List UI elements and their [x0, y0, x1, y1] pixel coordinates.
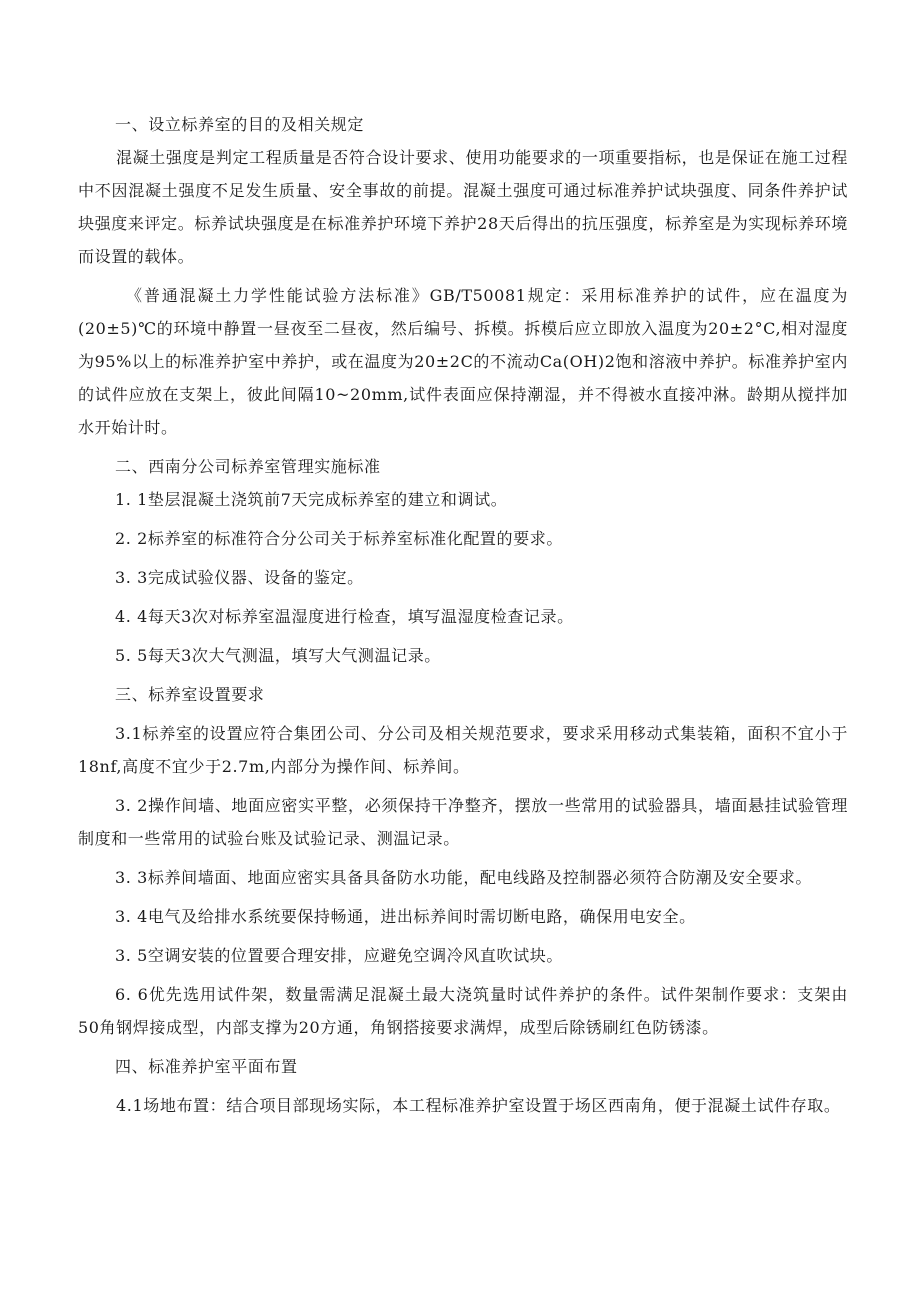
- section-3-item-5: 3. 5空调安装的位置要合理安排，应避免空调冷风直吹试块。: [115, 946, 563, 965]
- section-3-item-6: 6. 6优先选用试件架，数量需满足混凝土最大浇筑量时试件养护的条件。试件架制作要求：支架由50角钢焊接成型，内部支撑为20方通，角钢搭接要求满焊，成型后除锈刷红色防锈漆。: [78, 985, 848, 1037]
- section-2-item-3: 3. 3完成试验仪器、设备的鉴定。: [115, 568, 364, 587]
- section-3-item-2: 3. 2操作间墙、地面应密实平整，必须保持干净整齐，摆放一些常用的试验器具，墙面悬挂试验管理制度和一些常用的试验台账及试验记录、测温记录。: [78, 796, 848, 848]
- section-2-heading: 二、西南分公司标养室管理实施标准: [115, 457, 381, 476]
- section-2-item-5: 5. 5每天3次大气测温，填写大气测温记录。: [115, 646, 441, 665]
- section-2-item-4: 4. 4每天3次对标养室温湿度进行检查，填写温湿度检查记录。: [115, 607, 574, 626]
- section-3-item-3: 3. 3标养间墙面、地面应密实具备具备防水功能，配电线路及控制器必须符合防潮及安全要求。: [115, 868, 812, 887]
- section-4-paragraph-1: 4.1场地布置：结合项目部现场实际，本工程标准养护室设置于场区西南角，便于混凝土试件存取。: [116, 1096, 841, 1115]
- document-page: [78, 108, 848, 1122]
- section-3-item-4: 3. 4电气及给排水系统要保持畅通，进出标养间时需切断电路，确保用电安全。: [115, 907, 696, 926]
- section-1-heading: 一、设立标养室的目的及相关规定: [115, 115, 365, 134]
- section-1-paragraph-1: 混凝土强度是判定工程质量是否符合设计要求、使用功能要求的一项重要指标，也是保证在施工过程中不因混凝土强度不足发生质量、安全事故的前提。混凝土强度可通过标准养护试块强度、同条件养护试块强度来评定。标养试块强度是在标准养护环境下养护28天后得出的抗压强度，标养室是为实现标养环境而设置的载体。: [78, 148, 848, 266]
- section-2-item-1: 1. 1垫层混凝土浇筑前7天完成标养室的建立和调试。: [115, 490, 508, 509]
- section-1-paragraph-2: 《普通混凝土力学性能试验方法标准》GB/T50081规定：采用标准养护的试件，应在温度为(20±5)℃的环境中静置一昼夜至二昼夜，然后编号、拆模。拆模后应立即放入温度为20±2°C,相对湿度为95%以上的标准养护室中养护，或在温度为20±2C的不流动Ca(OH)2饱和溶液中养护。标准养护室内的试件应放在支架上，彼此间隔10~20mm,试件表面应保持潮湿，并不得被水直接冲淋。龄期从搅拌加水开始计时。: [78, 286, 848, 437]
- section-3-item-1: 3.1标养室的设置应符合集团公司、分公司及相关规范要求，要求采用移动式集装箱，面积不宜小于18nf,高度不宜少于2.7m,内部分为操作间、标养间。: [78, 724, 848, 776]
- section-3-heading: 三、标养室设置要求: [115, 685, 265, 704]
- section-4-heading: 四、标准养护室平面布置: [115, 1057, 298, 1076]
- section-2-item-2: 2. 2标养室的标准符合分公司关于标养室标准化配置的要求。: [115, 529, 563, 548]
